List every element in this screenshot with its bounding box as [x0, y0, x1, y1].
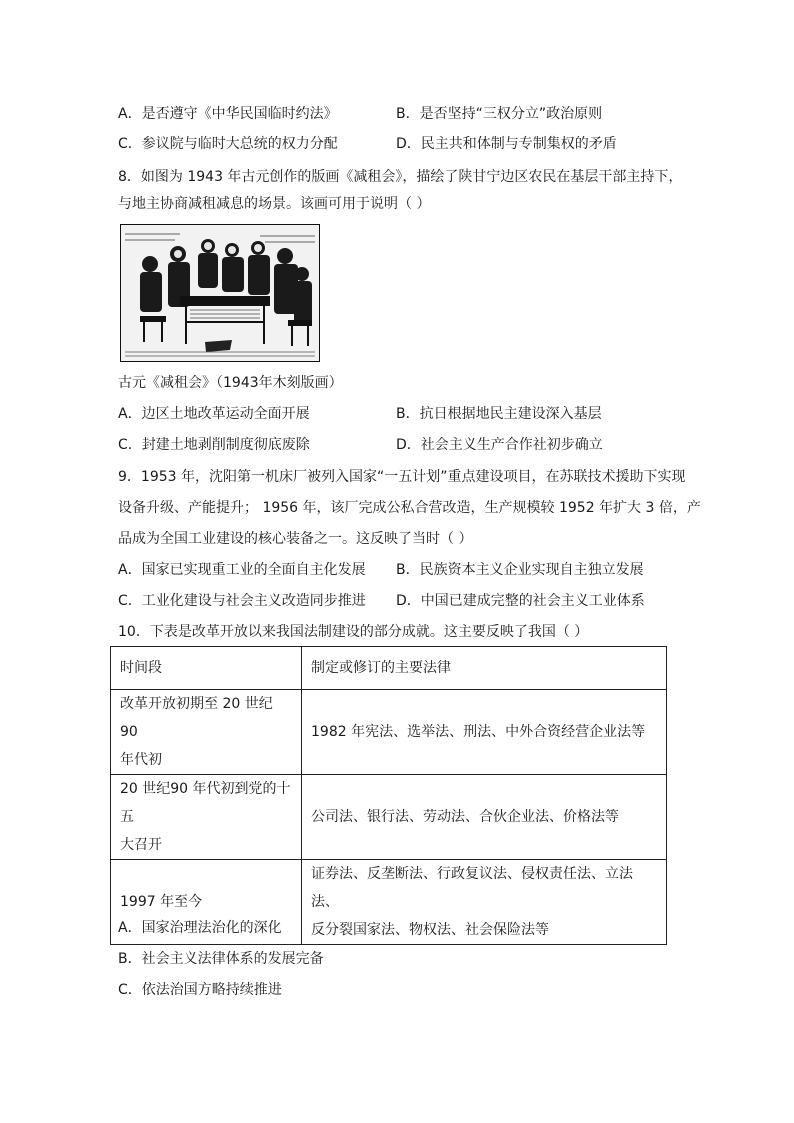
table-cell-laws [302, 690, 667, 775]
q7-option-a[interactable] [118, 104, 338, 124]
cell-line: 反分裂国家法、物权法、社会保险法等 [311, 922, 549, 938]
option-text: 边区土地改革运动全面开展 [141, 406, 310, 422]
q9-stem-line1: 9．1953 年，沈阳第一机床厂被列入国家“一五计划”重点建设项目，在苏联技术援助下实现 [118, 469, 686, 485]
q8-stem-line2: 与地主协商减租减息的场景。该画可用于说明（ ） [118, 196, 431, 212]
option-letter: A． [118, 406, 142, 422]
q8-option-a[interactable] [118, 404, 310, 424]
q9-option-b[interactable] [396, 560, 644, 580]
q7-option-b[interactable] [396, 104, 602, 124]
option-text: 工业化建设与社会主义改造同步推进 [141, 593, 366, 609]
table-row [111, 775, 667, 860]
q7-option-d[interactable] [396, 134, 617, 154]
q9-stem-line3: 品成为全国工业建设的核心装备之一。这反映了当时（ ） [118, 531, 473, 547]
option-text: 是否遵守《中华民国临时约法》 [141, 106, 338, 122]
table-header-row [111, 647, 667, 690]
option-text: 民主共和体制与专制集权的矛盾 [420, 136, 617, 152]
cell-line: 证券法、反垄断法、行政复议法、侵权责任法、立法法、 [311, 866, 633, 910]
option-letter: D． [396, 593, 421, 609]
option-letter: A． [118, 106, 142, 122]
option-letter: B． [396, 562, 420, 578]
option-text: 中国已建成完整的社会主义工业体系 [420, 593, 645, 609]
option-text: 是否坚持“三权分立”政治原则 [419, 106, 603, 122]
option-letter: B． [396, 406, 420, 422]
q8-option-d[interactable] [396, 435, 603, 455]
option-letter: B． [396, 106, 420, 122]
option-letter: A． [118, 920, 142, 936]
option-text: 参议院与临时大总统的权力分配 [141, 136, 338, 152]
q8-option-b[interactable] [396, 404, 602, 424]
option-text: 国家已实现重工业的全面自主化发展 [141, 562, 366, 578]
table-row [111, 690, 667, 775]
table-header-laws: 制定或修订的主要法律 [302, 647, 667, 690]
q9-option-a[interactable] [118, 560, 366, 580]
cell-line: 大召开 [120, 837, 162, 853]
option-letter: C． [118, 982, 142, 998]
q8-option-c[interactable] [118, 435, 310, 455]
q10-option-a[interactable] [118, 918, 282, 938]
table-header-period: 时间段 [111, 647, 302, 690]
option-letter: D． [396, 136, 421, 152]
q9-stem-line2: 设备升级、产能提升； 1956 年，该厂完成公私合营改造，生产规模较 1952 年扩大 3 倍，产 [118, 500, 701, 516]
option-text: 国家治理法治化的深化 [141, 920, 282, 936]
q10-option-b[interactable] [118, 949, 324, 969]
option-letter: B． [118, 951, 142, 967]
q7-option-c[interactable] [118, 134, 338, 154]
table-cell-period [111, 690, 302, 775]
option-text: 抗日根据地民主建设深入基层 [419, 406, 602, 422]
option-letter: A． [118, 562, 142, 578]
option-text: 社会主义生产合作社初步确立 [420, 437, 603, 453]
option-letter: C． [118, 136, 142, 152]
cell-line: 年代初 [120, 752, 162, 768]
cell-line: 1982 年宪法、选举法、刑法、中外合资经营企业法等 [311, 724, 646, 740]
cell-line: 改革开放初期至 20 世纪 90 [120, 696, 273, 740]
cell-line: 1997 年至今 [120, 894, 203, 910]
option-letter: D． [396, 437, 421, 453]
option-text: 民族资本主义企业实现自主独立发展 [419, 562, 644, 578]
image-caption: 古元《减租会》（1943年木刻版画） [118, 375, 343, 391]
option-text: 社会主义法律体系的发展完备 [141, 951, 324, 967]
law-table [110, 646, 667, 945]
table-cell-laws [302, 860, 667, 945]
option-letter: C． [118, 437, 142, 453]
cell-line: 20 世纪90 年代初到党的十五 [120, 781, 291, 825]
q8-stem-line1: 8．如图为 1943 年古元创作的版画《减租会》，描绘了陕甘宁边区农民在基层干部主持下， [118, 169, 683, 185]
cell-line: 公司法、银行法、劳动法、合伙企业法、价格法等 [311, 809, 619, 825]
option-text: 封建土地剥削制度彻底废除 [141, 437, 310, 453]
table-cell-laws [302, 775, 667, 860]
option-letter: C． [118, 593, 142, 609]
q10-stem: 10．下表是改革开放以来我国法制建设的部分成就。这主要反映了我国（ ） [118, 624, 589, 640]
q9-option-d[interactable] [396, 591, 645, 611]
q10-option-c[interactable] [118, 980, 282, 1000]
table-cell-period [111, 775, 302, 860]
option-text: 依法治国方略持续推进 [141, 982, 282, 998]
woodcut-print-image [120, 224, 320, 362]
q9-option-c[interactable] [118, 591, 366, 611]
